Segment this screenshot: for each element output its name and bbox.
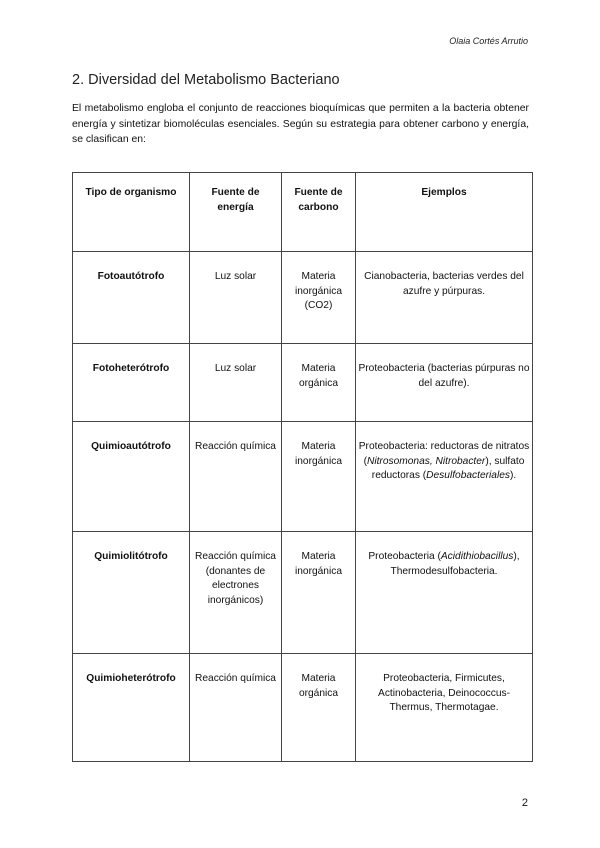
header-energy-source: Fuente de energía bbox=[190, 173, 282, 252]
section-title: 2. Diversidad del Metabolismo Bacteriano bbox=[72, 72, 340, 88]
carbon-source-cell: Materia inorgánica (CO2) bbox=[282, 252, 356, 344]
header-carbon-source: Fuente de carbono bbox=[282, 173, 356, 252]
header-author: Olaia Cortés Arrutio bbox=[449, 36, 528, 46]
table-row bbox=[73, 422, 533, 532]
genus-name: Acidithiobacillus bbox=[440, 551, 514, 562]
organism-type-cell: Quimioautótrofo bbox=[73, 422, 190, 532]
organism-type-cell: Fotoheterótrofo bbox=[73, 344, 190, 422]
examples-text: Proteobacteria ( bbox=[368, 551, 441, 562]
table-header-row bbox=[73, 173, 533, 252]
examples-text: ), Thermodesulfobacteria. bbox=[390, 551, 520, 577]
order-name: Desulfobacteriales bbox=[426, 470, 510, 482]
table-row bbox=[73, 654, 533, 762]
table-row bbox=[73, 532, 533, 654]
examples-cell bbox=[356, 532, 533, 654]
examples-cell bbox=[356, 654, 533, 762]
energy-source-cell: Luz solar bbox=[190, 252, 282, 344]
metabolism-table bbox=[72, 172, 533, 762]
examples-cell bbox=[356, 344, 533, 422]
energy-source-cell: Reacción química bbox=[190, 422, 282, 532]
examples-text: Proteobacteria: reductoras de nitratos ( bbox=[358, 441, 530, 467]
carbon-source-cell: Materia inorgánica bbox=[282, 422, 356, 532]
header-organism-type: Tipo de organismo bbox=[73, 173, 190, 252]
examples-text: Proteobacteria, Firmicutes, Actinobacteria, Deinococcus-Thermus, Thermotagae. bbox=[378, 673, 510, 714]
carbon-source-cell: Materia orgánica bbox=[282, 654, 356, 762]
header-examples: Ejemplos bbox=[356, 173, 533, 252]
energy-source-cell: Reacción química (donantes de electrones inorgánicos) bbox=[190, 532, 282, 654]
energy-source-cell: Reacción química bbox=[190, 654, 282, 762]
examples-cell bbox=[356, 252, 533, 344]
intro-paragraph: El metabolismo engloba el conjunto de reacciones bioquímicas que permiten a la bacteria obtener energía y sintetizar biomoléculas esenciales. Según su estrategia para obtener carbono y energía, se clasifican en: bbox=[72, 103, 529, 145]
page-number: 2 bbox=[521, 797, 528, 809]
organism-type-cell: Fotoautótrofo bbox=[73, 252, 190, 344]
examples-text: Cianobacteria, bacterias verdes del azufre y púrpuras. bbox=[364, 271, 524, 297]
examples-text: Proteobacteria (bacterias púrpuras no del azufre). bbox=[358, 363, 530, 389]
energy-source-cell: Luz solar bbox=[190, 344, 282, 422]
examples-cell bbox=[356, 422, 533, 532]
organism-type-cell: Quimiolitótrofo bbox=[73, 532, 190, 654]
table-row bbox=[73, 252, 533, 344]
examples-text: ). bbox=[509, 470, 517, 482]
carbon-source-cell: Materia inorgánica bbox=[282, 532, 356, 654]
examples-text: ), sulfato reductoras ( bbox=[371, 455, 525, 482]
genus-names: Nitrosomonas, Nitrobacter bbox=[366, 455, 486, 467]
table-row bbox=[73, 344, 533, 422]
organism-type-cell: Quimioheterótrofo bbox=[73, 654, 190, 762]
carbon-source-cell: Materia orgánica bbox=[282, 344, 356, 422]
